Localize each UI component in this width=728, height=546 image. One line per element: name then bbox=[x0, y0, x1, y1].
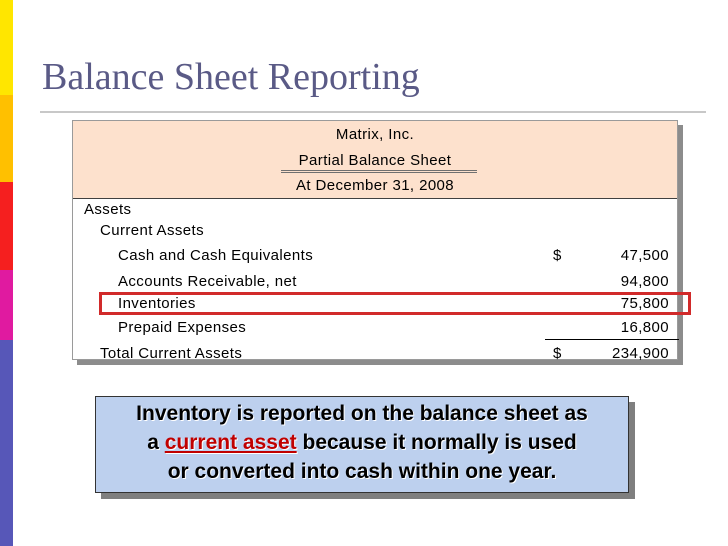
accent-strip-yellow bbox=[0, 0, 13, 95]
row-label: Inventories bbox=[118, 295, 196, 312]
table-row bbox=[73, 319, 677, 341]
balance-sheet-table bbox=[72, 120, 678, 360]
callout-line-2 bbox=[96, 428, 628, 457]
current-asset-emphasis: current asset bbox=[164, 431, 297, 454]
row-amount: 75,800 bbox=[620, 295, 669, 312]
subsection-row bbox=[73, 222, 677, 244]
inventories-highlight-box bbox=[99, 292, 691, 315]
accent-strip-orange bbox=[0, 95, 13, 182]
row-currency: $ bbox=[553, 247, 562, 264]
callout-line-3: or converted into cash within one year. bbox=[167, 460, 557, 483]
header-double-rule-top bbox=[281, 170, 477, 171]
table-row bbox=[73, 247, 677, 269]
subsection-label: Current Assets bbox=[100, 222, 204, 239]
row-amount: 16,800 bbox=[620, 319, 669, 336]
row-label: Accounts Receivable, net bbox=[118, 273, 297, 290]
section-label: Assets bbox=[84, 201, 132, 218]
row-amount: 47,500 bbox=[620, 247, 669, 264]
accent-strip-magenta bbox=[0, 270, 13, 340]
row-label: Cash and Cash Equivalents bbox=[118, 247, 314, 264]
accent-strip-blue bbox=[0, 340, 13, 546]
callout-line-2-post: because it normally is used bbox=[296, 431, 577, 454]
sheet-header bbox=[73, 121, 677, 199]
total-amount: 234,900 bbox=[611, 345, 669, 362]
section-row bbox=[73, 201, 677, 223]
accent-strip-red bbox=[0, 182, 13, 270]
title-divider bbox=[40, 111, 706, 113]
total-currency: $ bbox=[553, 345, 562, 362]
subtotal-rule bbox=[545, 339, 679, 340]
slide-title: Balance Sheet Reporting bbox=[42, 56, 420, 98]
total-label: Total Current Assets bbox=[100, 345, 243, 362]
inventory-callout bbox=[95, 396, 629, 493]
callout-line-2-pre: a bbox=[147, 431, 165, 454]
callout-line-1: Inventory is reported on the balance sheet as bbox=[136, 402, 588, 425]
total-row bbox=[73, 345, 677, 367]
row-label: Prepaid Expenses bbox=[118, 319, 247, 336]
header-double-rule-bottom bbox=[281, 172, 477, 173]
statement-name: Partial Balance Sheet bbox=[298, 152, 452, 169]
company-name: Matrix, Inc. bbox=[335, 126, 415, 143]
row-amount: 94,800 bbox=[620, 273, 669, 290]
statement-date: At December 31, 2008 bbox=[295, 177, 455, 194]
